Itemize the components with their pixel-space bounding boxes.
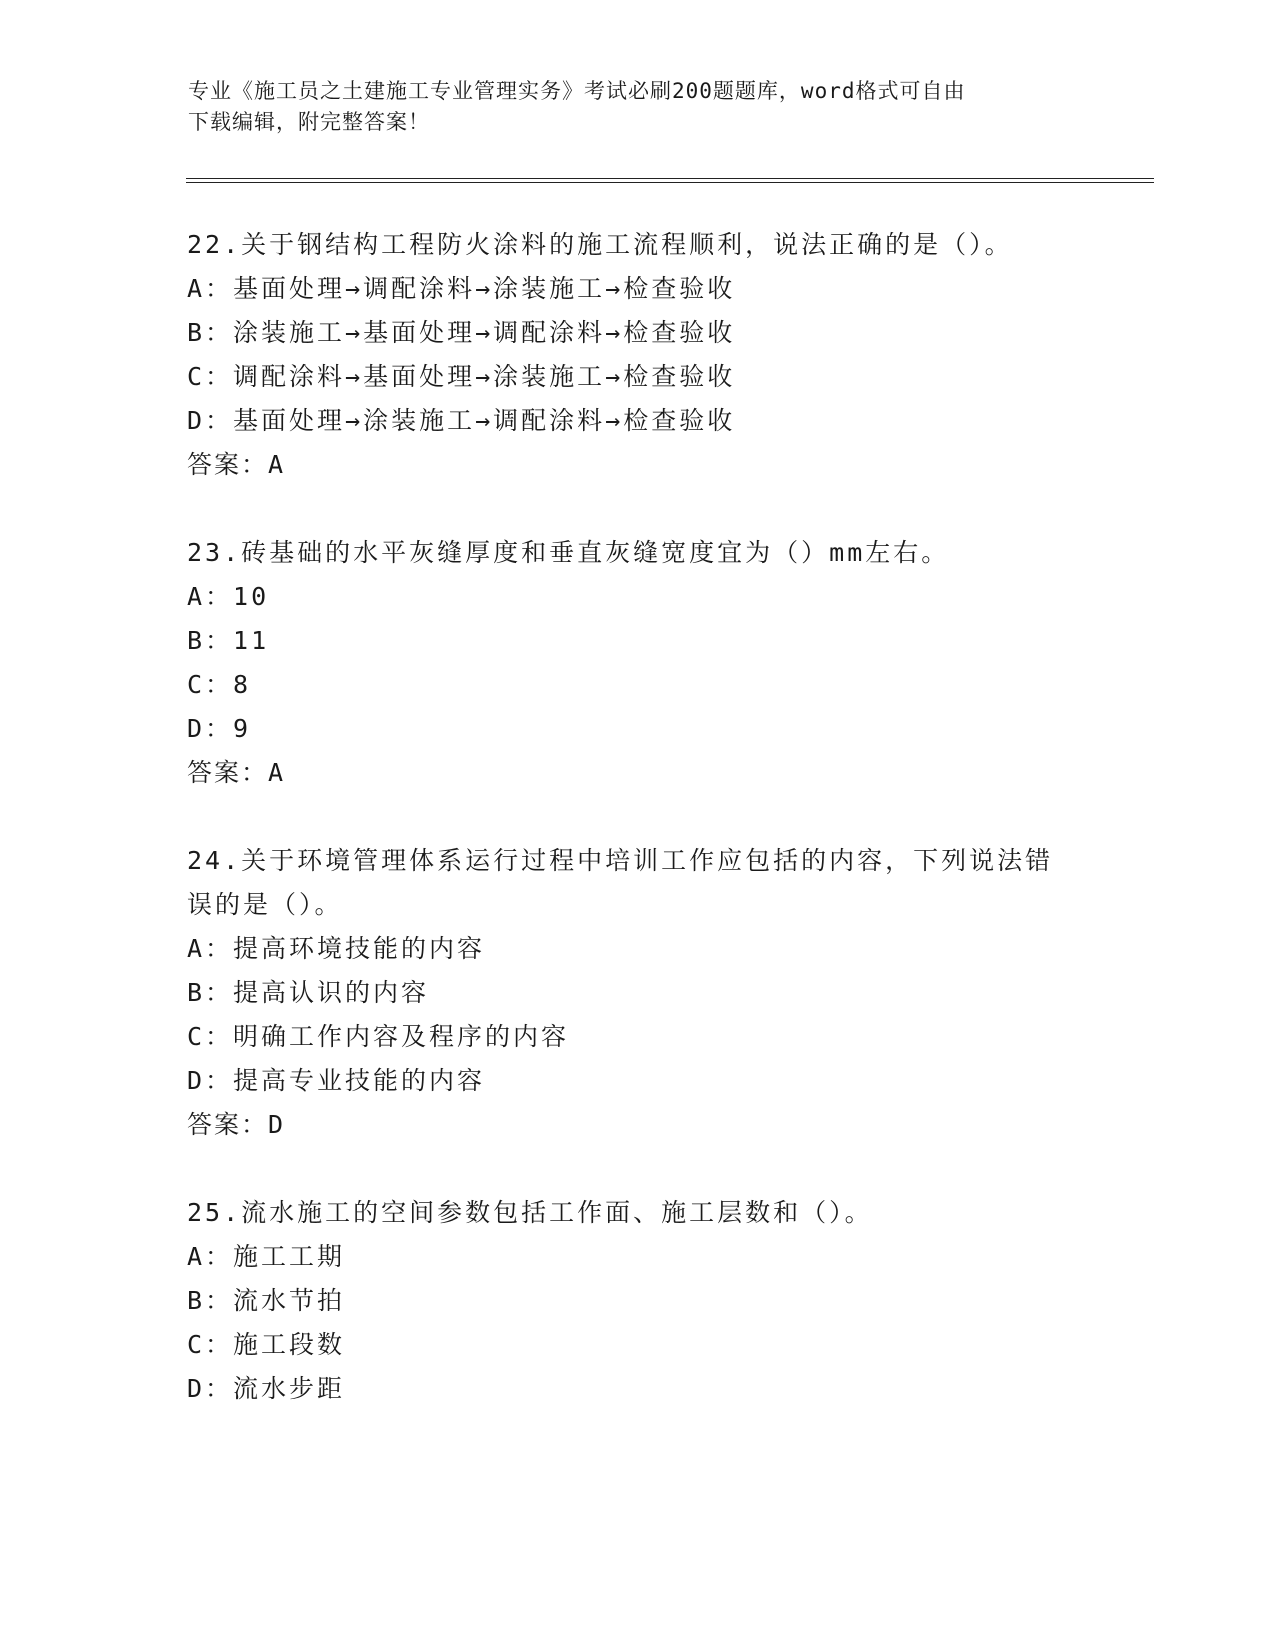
question-22-answer: 答案：A [187, 450, 286, 479]
question-24-option-d: D：提高专业技能的内容 [187, 1066, 486, 1095]
question-24-answer: 答案：D [187, 1110, 286, 1139]
question-22-stem: 22.关于钢结构工程防火涂料的施工流程顺利，说法正确的是（）。 [187, 230, 1013, 259]
question-22-option-a: A：基面处理→调配涂料→涂装施工→检查验收 [187, 274, 736, 303]
document-header [188, 76, 1088, 138]
question-25-option-b: B：流水节拍 [187, 1286, 346, 1315]
header-divider-top [186, 178, 1154, 179]
question-24-option-a: A：提高环境技能的内容 [187, 934, 486, 963]
question-23-option-d: D：9 [187, 714, 252, 743]
header-line-2: 下载编辑，附完整答案！ [188, 110, 430, 134]
header-divider-bottom [186, 182, 1154, 183]
question-23-answer: 答案：A [187, 758, 286, 787]
question-25-option-a: A：施工工期 [187, 1242, 346, 1271]
question-25-stem: 25.流水施工的空间参数包括工作面、施工层数和（）。 [187, 1198, 873, 1227]
question-22-option-b: B：涂装施工→基面处理→调配涂料→检查验收 [187, 318, 736, 347]
question-23-option-a: A：10 [187, 582, 270, 611]
question-22-option-d: D：基面处理→涂装施工→调配涂料→检查验收 [187, 406, 736, 435]
question-23-option-b: B：11 [187, 626, 270, 655]
header-line-1: 专业《施工员之土建施工专业管理实务》考试必刷200题题库，word格式可自由 [188, 79, 966, 103]
question-23-option-c: C：8 [187, 670, 252, 699]
question-24-option-c: C：明确工作内容及程序的内容 [187, 1022, 570, 1051]
question-23-stem: 23.砖基础的水平灰缝厚度和垂直灰缝宽度宜为（）mm左右。 [187, 538, 950, 567]
question-25-option-c: C：施工段数 [187, 1330, 346, 1359]
question-24-stem-line-1: 24.关于环境管理体系运行过程中培训工作应包括的内容，下列说法错 [187, 846, 1054, 875]
question-25-option-d: D：流水步距 [187, 1374, 346, 1403]
question-24-option-b: B：提高认识的内容 [187, 978, 430, 1007]
question-22-option-c: C：调配涂料→基面处理→涂装施工→检查验收 [187, 362, 736, 391]
question-24-stem-line-2: 误的是（）。 [187, 890, 343, 919]
